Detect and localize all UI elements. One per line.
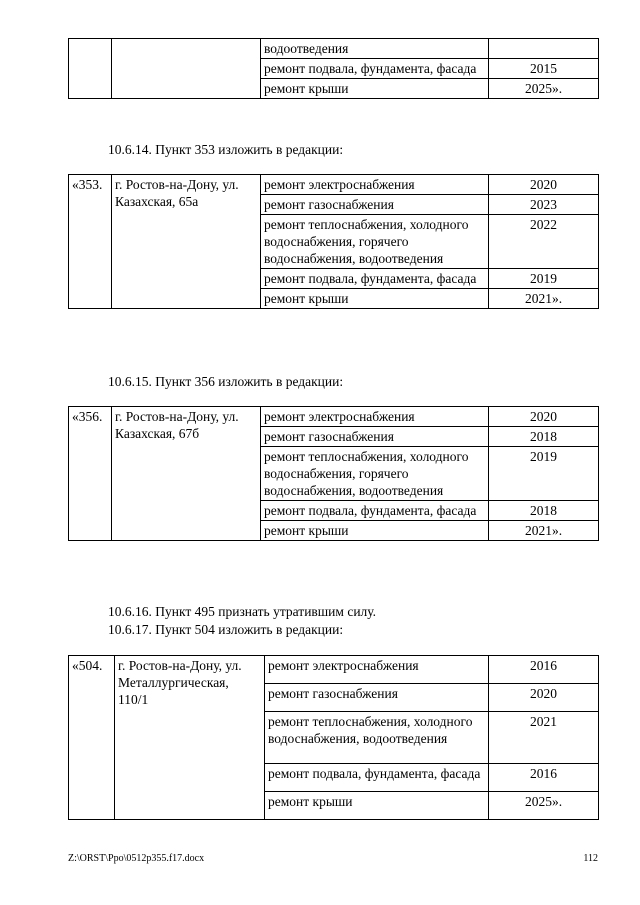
year-cell [489,39,599,59]
year-cell: 2015 [489,59,599,79]
work-cell: ремонт теплоснабжения, холодного водоснабжения, горячего водоснабжения, водоотведения [261,447,489,501]
work-cell: ремонт подвала, фундамента, фасада [261,269,489,289]
work-cell: ремонт электроснабжения [261,175,489,195]
year-cell: 2023 [489,195,599,215]
item-number: «353. [69,175,112,309]
work-cell: ремонт электроснабжения [265,656,489,684]
item-number: «504. [69,656,115,819]
table-item-353 [68,174,599,309]
table-row [69,656,599,684]
item-address: г. Ростов-на-Дону, ул. Казахская, 65а [112,175,261,309]
year-cell: 2016 [489,656,599,684]
year-cell: 2019 [489,269,599,289]
table-row [69,407,599,427]
year-cell: 2018 [489,427,599,447]
year-cell: 2022 [489,215,599,269]
year-cell: 2025». [489,791,599,819]
work-cell: ремонт электроснабжения [261,407,489,427]
num-cell [69,39,112,99]
year-cell: 2016 [489,763,599,791]
paragraph-10-6-15: 10.6.15. Пункт 356 изложить в редакции: [108,374,344,389]
item-address: г. Ростов-на-Дону, ул. Металлургическая, 110/1 [118,658,242,707]
year-cell: 2025». [489,79,599,99]
work-cell: ремонт газоснабжения [261,427,489,447]
work-cell: ремонт крыши [261,289,489,309]
paragraph-10-6-17: 10.6.17. Пункт 504 изложить в редакции: [108,622,344,637]
table-item-504 [68,655,599,820]
year-cell: 2021 [489,712,599,764]
work-cell: ремонт теплоснабжения, холодного водоснабжения, горячего водоснабжения, водоотведения [261,215,489,269]
work-cell: ремонт крыши [261,79,489,99]
work-cell: ремонт подвала, фундамента, фасада [261,59,489,79]
year-cell: 2020 [489,407,599,427]
table-item-356 [68,406,599,541]
footer-file-path: Z:\ORST\Ppo\0512p355.f17.docx [68,853,205,864]
work-cell: ремонт крыши [261,521,489,541]
work-cell: ремонт подвала, фундамента, фасада [261,501,489,521]
work-cell: ремонт газоснабжения [261,195,489,215]
item-address: г. Ростов-на-Дону, ул. Казахская, 67б [112,407,261,541]
paragraph-10-6-14: 10.6.14. Пункт 353 изложить в редакции: [108,142,344,157]
year-cell: 2021». [489,521,599,541]
table-row [69,39,599,59]
work-cell: водоотведения [261,39,489,59]
item-number: «356. [69,407,112,541]
year-cell: 2021». [489,289,599,309]
work-cell: ремонт подвала, фундамента, фасада [265,763,489,791]
year-cell: 2020 [489,684,599,712]
work-cell: ремонт газоснабжения [265,684,489,712]
work-cell: ремонт теплоснабжения, холодного водоснабжения, водоотведения [265,712,489,764]
address-cell [112,39,261,99]
item-number-address [69,656,265,820]
work-cell: ремонт крыши [265,791,489,819]
table-row [69,175,599,195]
paragraph-10-6-16: 10.6.16. Пункт 495 признать утратившим силу. [108,604,377,619]
year-cell: 2019 [489,447,599,501]
year-cell: 2018 [489,501,599,521]
table-continuation [68,38,599,99]
page-number: 112 [583,853,598,864]
year-cell: 2020 [489,175,599,195]
